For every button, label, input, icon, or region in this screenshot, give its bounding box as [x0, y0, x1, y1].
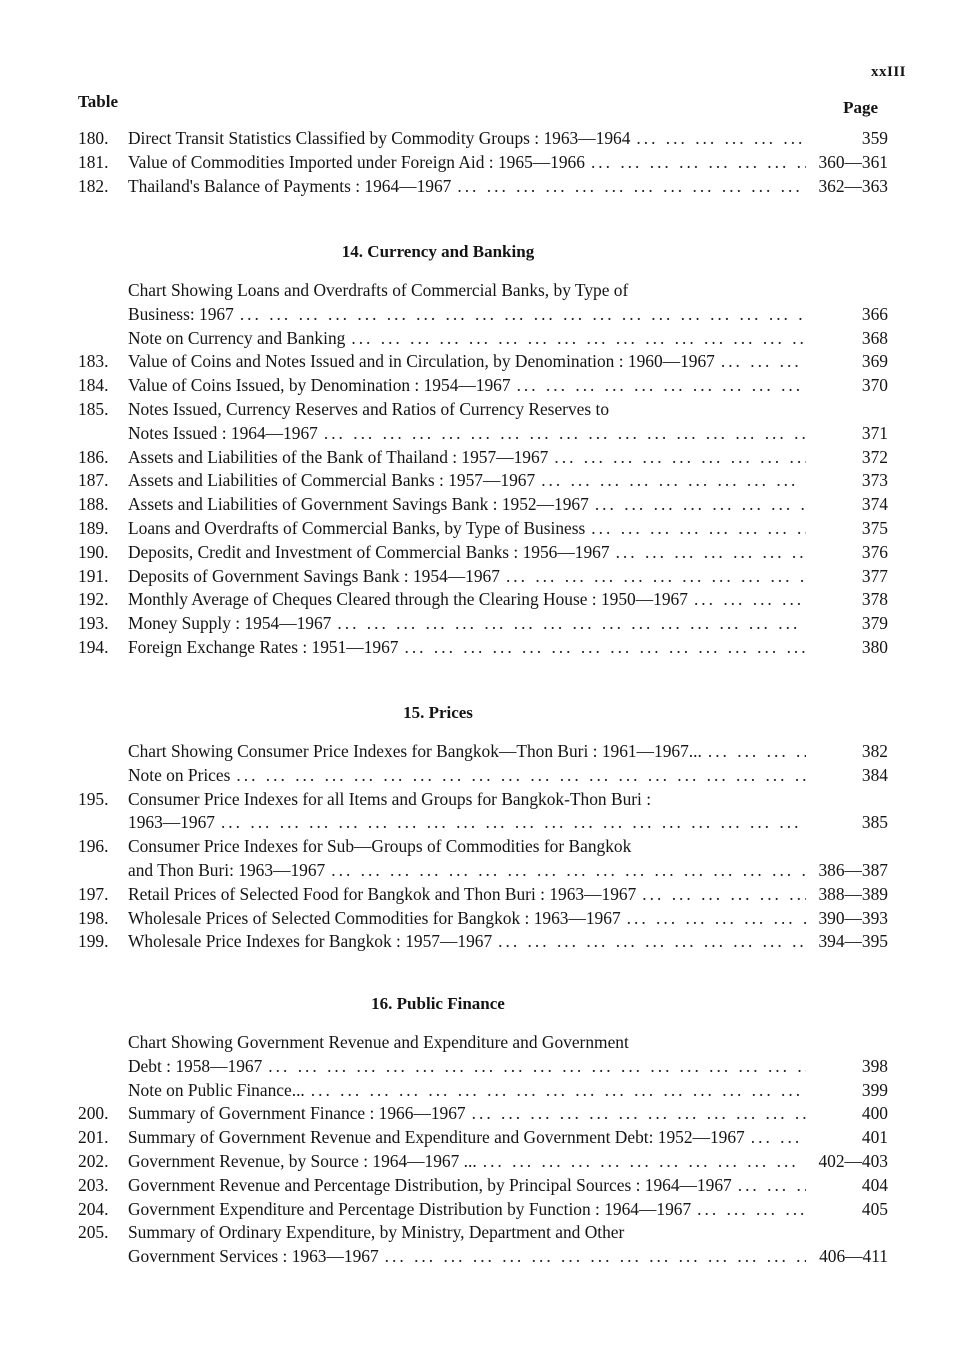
page-reference: 369: [861, 351, 888, 372]
entry-title: Government Services : 1963—1967: [128, 1246, 379, 1267]
dot-leader: [325, 858, 806, 882]
toc-entry-continuation: [78, 810, 888, 834]
page-reference: 400: [861, 1103, 888, 1124]
entry-title: Note on Prices: [128, 764, 231, 785]
toc-entry: [78, 834, 888, 858]
dot-leader: [636, 882, 806, 906]
toc-entry-continuation: [78, 421, 888, 445]
dot-leader: [688, 587, 806, 611]
dot-leader: [621, 906, 806, 930]
entry-title-line: [128, 587, 888, 611]
page-reference: 366: [861, 303, 888, 324]
dot-leader: [500, 564, 806, 588]
entry-title-line: [128, 611, 888, 635]
table-number: 195.: [78, 788, 109, 809]
entry-title: Monthly Average of Cheques Cleared through the Clearing House : 1950—1967: [128, 589, 688, 610]
toc-entry-continuation: [78, 1030, 888, 1054]
entry-title-line: [128, 810, 888, 834]
entry-title: and Thon Buri: 1963—1967: [128, 860, 326, 880]
table-number: 186.: [78, 446, 109, 467]
dot-leader: [511, 373, 806, 397]
table-number: 184.: [78, 375, 109, 396]
toc-entry-continuation: [78, 302, 888, 326]
entry-title-line: [128, 1125, 888, 1149]
page-reference: 379: [861, 613, 888, 634]
toc-entry: [78, 906, 888, 930]
toc-entry: [78, 373, 888, 397]
page-reference: 371: [861, 422, 888, 443]
toc-entry: [78, 1197, 888, 1221]
dot-leader: [215, 810, 806, 834]
entry-title-line: [128, 635, 888, 659]
entry-title: Summary of Government Revenue and Expenditure and Government Debt: 1952—1967: [128, 1127, 745, 1148]
entry-title-line: [128, 1149, 888, 1173]
dot-leader: [589, 492, 806, 516]
dot-leader: [230, 763, 806, 787]
toc-entry: [78, 1125, 888, 1149]
entry-title: Direct Transit Statistics Classified by Commodity Groups : 1963—1964: [128, 128, 631, 148]
toc-entry: [78, 882, 888, 906]
entry-title: Deposits, Credit and Investment of Commercial Banks : 1956—1967: [128, 541, 610, 562]
toc-entry: [78, 445, 888, 469]
entry-title: Value of Coins and Notes Issued and in Circulation, by Denomination : 1960—1967: [128, 351, 715, 372]
table-number: 193.: [78, 613, 109, 634]
entry-title-line: [128, 468, 888, 492]
entry-title: Chart Showing Loans and Overdrafts of Commercial Banks, by Type of: [128, 280, 629, 300]
table-number: 191.: [78, 565, 109, 586]
toc-entry: [78, 516, 888, 540]
entry-title: Deposits of Government Savings Bank : 1954—1967: [128, 565, 500, 586]
page-reference: 362—363: [818, 175, 888, 196]
page-reference: 405: [861, 1198, 888, 1219]
toc-entry-continuation: [78, 278, 888, 302]
dot-leader: [732, 1173, 806, 1197]
page-reference: 373: [861, 470, 888, 491]
entry-title: Notes Issued : 1964—1967: [128, 422, 318, 443]
entry-title: Wholesale Prices of Selected Commodities for Bangkok : 1963—1967: [128, 907, 621, 928]
page-reference: 376: [861, 541, 888, 562]
entry-title-line: [128, 397, 888, 421]
entry-title: Assets and Liabilities of Government Savings Bank : 1952—1967: [128, 494, 589, 515]
entry-title-line: [128, 564, 888, 588]
page-reference: 360—361: [818, 151, 888, 172]
dot-leader: [548, 445, 806, 469]
entry-title-line: [128, 1054, 888, 1078]
dot-leader: [585, 516, 806, 540]
toc-entry: [78, 635, 888, 659]
entry-title-line: [128, 126, 888, 150]
dot-leader: [466, 1101, 806, 1125]
entry-title: Thailand's Balance of Payments : 1964—1967: [128, 175, 452, 196]
entry-title: Retail Prices of Selected Food for Bangkok and Thon Buri : 1963—1967: [128, 883, 637, 904]
table-number: 182.: [78, 175, 109, 196]
dot-leader: [451, 174, 806, 198]
toc-entry: [78, 492, 888, 516]
table-number: 199.: [78, 931, 109, 952]
entry-title-line: [128, 929, 888, 953]
table-number: 187.: [78, 470, 109, 491]
entry-title-line: [128, 1244, 888, 1268]
entry-title-line: [128, 763, 888, 787]
entry-title-line: [128, 540, 888, 564]
toc-entry: [78, 349, 888, 373]
entry-title-line: [128, 739, 888, 763]
table-number: 198.: [78, 907, 109, 928]
toc-entry: [78, 787, 888, 811]
entry-title-line: [128, 858, 888, 882]
dot-leader: [702, 739, 806, 763]
dot-leader: [585, 150, 806, 174]
table-number: 192.: [78, 589, 109, 610]
entry-title-line: [128, 302, 888, 326]
entry-title: Assets and Liabilities of Commercial Banks : 1957—1967: [128, 470, 536, 491]
toc-entry: [78, 929, 888, 953]
toc-entry-continuation: [78, 1078, 888, 1102]
page-number: xxIII: [870, 64, 906, 80]
toc-entry: [78, 174, 888, 198]
toc-entry: [78, 1173, 888, 1197]
dot-leader: [345, 326, 806, 350]
entry-title-line: [128, 882, 888, 906]
dot-leader: [535, 468, 806, 492]
entry-title-line: [128, 349, 888, 373]
page-column-header: Page: [843, 98, 878, 117]
page-reference: 401: [861, 1127, 888, 1148]
entry-title: Government Expenditure and Percentage Distribution by Function : 1964—1967: [128, 1198, 692, 1219]
dot-leader: [691, 1197, 806, 1221]
page-reference: 388—389: [818, 883, 888, 904]
page-reference: 382: [861, 741, 888, 761]
dot-leader: [379, 1244, 806, 1268]
table-number: 196.: [78, 836, 109, 857]
entry-title-line: [128, 1197, 888, 1221]
table-number: 204.: [78, 1198, 109, 1219]
entry-title: Money Supply : 1954—1967: [128, 613, 332, 634]
entry-title-line: [128, 278, 888, 302]
table-number: 183.: [78, 351, 109, 372]
page-reference: 370: [861, 375, 888, 396]
page-reference: 368: [861, 327, 888, 348]
entry-title: Summary of Ordinary Expenditure, by Ministry, Department and Other: [128, 1222, 625, 1243]
table-number: 189.: [78, 518, 109, 538]
entry-title: 1963—1967: [128, 812, 215, 833]
toc-entry-continuation: [78, 858, 888, 882]
page-reference: 377: [861, 565, 888, 586]
toc-entry-continuation: [78, 763, 888, 787]
table-number: 201.: [78, 1127, 109, 1148]
section-title: 16. Public Finance: [371, 994, 505, 1013]
section-title: 14. Currency and Banking: [341, 242, 535, 261]
page-reference: 385: [861, 812, 888, 833]
entry-title: Summary of Government Finance : 1966—1967: [128, 1103, 466, 1124]
toc-entry: [78, 397, 888, 421]
page-reference: 398: [861, 1055, 888, 1076]
section-title: 15. Prices: [403, 703, 473, 722]
dot-leader: [745, 1125, 806, 1149]
entry-title: Consumer Price Indexes for Sub—Groups of Commodities for Bangkok: [128, 836, 632, 857]
dot-leader: [305, 1078, 806, 1102]
dot-leader: [610, 540, 806, 564]
entry-title-line: [128, 492, 888, 516]
entry-title: Government Revenue and Percentage Distribution, by Principal Sources : 1964—1967: [128, 1174, 732, 1195]
page-reference: 375: [861, 518, 888, 538]
page-reference: 380: [861, 637, 888, 657]
toc-entry: [78, 126, 888, 150]
toc-entry: [78, 468, 888, 492]
page-reference: 402—403: [818, 1151, 888, 1171]
dot-leader: [630, 126, 806, 150]
entry-title: Chart Showing Consumer Price Indexes for Bangkok—Thon Buri : 1961—1967...: [128, 741, 702, 761]
entry-title-line: [128, 1220, 888, 1244]
toc-entry: [78, 611, 888, 635]
entry-title: Debt : 1958—1967: [128, 1055, 263, 1076]
page-reference: 386—387: [818, 860, 888, 880]
entry-title: Consumer Price Indexes for all Items and Groups for Bangkok-Thon Buri :: [128, 788, 652, 809]
entry-title: Value of Commodities Imported under Foreign Aid : 1965—1966: [128, 151, 585, 172]
toc-entry: [78, 1101, 888, 1125]
dot-leader: [331, 611, 806, 635]
entry-title-line: [128, 1173, 888, 1197]
entry-title: Note on Public Finance...: [128, 1079, 305, 1100]
entry-title: Business: 1967: [128, 303, 234, 324]
table-number: 197.: [78, 883, 109, 904]
table-number: 180.: [78, 128, 109, 148]
dot-leader: [262, 1054, 806, 1078]
page-reference: 378: [861, 589, 888, 610]
entry-title-line: [128, 373, 888, 397]
entry-title-line: [128, 1030, 888, 1054]
entry-title: Government Revenue, by Source : 1964—1967 ...: [128, 1151, 477, 1171]
entry-title-line: [128, 421, 888, 445]
table-number: 205.: [78, 1222, 109, 1243]
page-reference: 359: [861, 128, 888, 148]
entry-title-line: [128, 326, 888, 350]
page-reference: 372: [861, 446, 888, 467]
dot-leader: [477, 1149, 806, 1173]
dot-leader: [398, 635, 806, 659]
dot-leader: [492, 929, 806, 953]
toc-entry: [78, 1149, 888, 1173]
table-number: 181.: [78, 151, 109, 172]
page-reference: 406—411: [819, 1246, 888, 1267]
page-reference: 394—395: [818, 931, 888, 952]
page-reference: 374: [861, 494, 888, 515]
entry-title-line: [128, 174, 888, 198]
entry-title-line: [128, 906, 888, 930]
entry-title: Note on Currency and Banking: [128, 327, 346, 348]
entry-title-line: [128, 445, 888, 469]
entry-title-line: [128, 787, 888, 811]
entry-title: Assets and Liabilities of the Bank of Thailand : 1957—1967: [128, 446, 549, 467]
table-number: 194.: [78, 637, 109, 657]
entry-title-line: [128, 834, 888, 858]
entry-title: Foreign Exchange Rates : 1951—1967: [128, 637, 399, 657]
entry-title-line: [128, 150, 888, 174]
table-number: 190.: [78, 541, 109, 562]
toc-entry: [78, 540, 888, 564]
toc-entry: [78, 587, 888, 611]
entry-title: Wholesale Price Indexes for Bangkok : 1957—1967: [128, 931, 493, 952]
toc-entry-continuation: [78, 1054, 888, 1078]
page-reference: 404: [861, 1174, 888, 1195]
toc-entry-continuation: [78, 1244, 888, 1268]
page-reference: 390—393: [818, 907, 888, 928]
toc-entry: [78, 1220, 888, 1244]
toc-entry: [78, 564, 888, 588]
entry-title: Loans and Overdrafts of Commercial Banks, by Type of Business: [128, 518, 586, 538]
dot-leader: [715, 349, 806, 373]
toc-entry: [78, 150, 888, 174]
entry-title: Chart Showing Government Revenue and Expenditure and Government: [128, 1032, 629, 1052]
table-number: 188.: [78, 494, 109, 515]
entry-title-line: [128, 516, 888, 540]
dot-leader: [234, 302, 806, 326]
toc-entry-continuation: [78, 739, 888, 763]
entry-title-line: [128, 1101, 888, 1125]
table-number: 200.: [78, 1103, 109, 1124]
table-number: 203.: [78, 1174, 109, 1195]
entry-title: Value of Coins Issued, by Denomination : 1954—1967: [128, 375, 511, 396]
table-number: 185.: [78, 399, 109, 419]
toc-entry-continuation: [78, 326, 888, 350]
page-reference: 384: [861, 764, 888, 785]
dot-leader: [318, 421, 806, 445]
entry-title-line: [128, 1078, 888, 1102]
page-reference: 399: [861, 1079, 888, 1100]
entry-title: Notes Issued, Currency Reserves and Ratios of Currency Reserves to: [128, 399, 610, 419]
table-column-header: Table: [78, 92, 119, 111]
table-number: 202.: [78, 1151, 109, 1171]
